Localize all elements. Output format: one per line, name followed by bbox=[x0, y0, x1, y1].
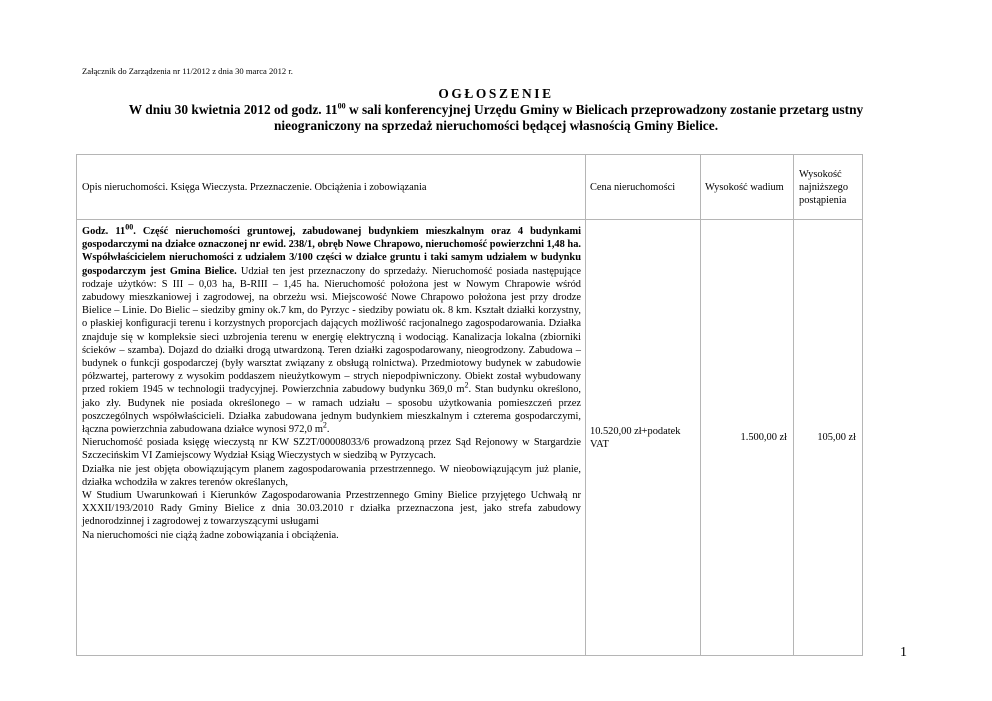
land-register-text: Nieruchomość posiada księgę wieczystą nr KW SZ2T/00008033/6 prowadzoną przez Sąd Rejonowy w Stargardzie Szczecińskim VI Zamiejscowy Wydział Ksiąg Wieczystych w siedzibą w Pyrzycach. bbox=[82, 437, 581, 462]
page-number: 1 bbox=[900, 645, 907, 660]
attachment-note: Załącznik do Zarządzenia nr 11/2012 z dnia 30 marca 2012 r. bbox=[82, 66, 293, 76]
property-description bbox=[77, 220, 586, 656]
column-header-price: Cena nieruchomości bbox=[586, 155, 701, 220]
property-price: 10.520,00 zł+podatek VAT bbox=[586, 220, 701, 656]
min-increment-amount: 105,00 zł bbox=[794, 220, 863, 656]
announcement-line-2: nieograniczony na sprzedaż nieruchomości będącej własnością Gminy Bielice. bbox=[273, 118, 719, 133]
description-bold-text: . Część nieruchomości gruntowej, zabudowanej budynkiem mieszkalnym oraz 4 budynkami gospodarczymi na działce oznaczonej nr ewid. 238/1, obręb Nowe Chrapowo, nieruchomość powierzchni 1,48 ha. Współwłaścicielem nieruchomości z udziałem 3/100 części w działce gruntu i taki samym udziałem w budynku gospodarczym jest Gmina Bielice. bbox=[82, 226, 581, 277]
announcement-line-1-sup: 00 bbox=[337, 101, 346, 111]
description-text-1: Udział ten jest przeznaczony do sprzedaży. Nieruchomość posiada następujące rodzaje użytków: S III – 0,03 ha, B-RIII – 1,45 ha. Nieruchomość położona jest w Nowym Chrapowie wśród zabudowy mieszkaniowej i zagrodowej, na obrzeżu wsi. Miejscowość Nowe Chrapowo położona jest przy drodze Bielice – Linie. Do Bielic – siedziby gminy ok.7 km, do Pyrzyc - siedziby powiatu ok. 8 km. Kształt działki korzystny, o płaskiej konfiguracji terenu i korzystnych proporcjach dających możliwość racjonalnego zagospodarowania. Działka znajduje się w kompleksie sieci uzbrojenia terenu w energię elektryczną i wodociąg. Kanalizacja lokalna (zbiorniki ścieków – szamba). Dojazd do działki drogą utwardzoną. Teren działki zagospodarowany, nieogrodzony. Zabudowa – budynek o funkcji gospodarczej (były warsztat związany z obsługą rolnictwa). Przedmiotowy budynek w zabudowie półzwartej, parterowy z wysokim poddaszem nieużytkowym – strych niepodpiwniczony. Obiekt został wybudowany przed rokiem 1945 w technologii tradycyjnej. Powierzchnia zabudowy budynku 369,0 m bbox=[82, 265, 582, 396]
unit-sup-2: 2 bbox=[322, 420, 327, 430]
zoning-plan-text: Działka nie jest objęta obowiązującym planem zagospodarowania przestrzennego. W nieobowiązującym już planie, działka wchodziła w zakres terenów określanych, bbox=[82, 463, 581, 488]
description-paragraph bbox=[82, 222, 582, 436]
unit-sup-1: 2 bbox=[464, 380, 469, 390]
time-label: Godz. 11 bbox=[82, 226, 126, 237]
property-table bbox=[76, 154, 863, 656]
description-text-2: . Stan budynku określono, jako zły. Budynek nie posiada określonego – w ramach udziału – sposobu użytkowania pomieszczeń przez poszczególnych współwłaścicieli. Działka zabudowana jednym budynkiem mieszkalnym i czterema gospodarczymi, łączna powierzchnia zabudowana działce wynosi 972,0 m bbox=[82, 384, 581, 436]
obligations-text: Na nieruchomości nie ciążą żadne zobowiązania i obciążenia. bbox=[82, 529, 339, 541]
announcement-title: OGŁOSZENIE bbox=[438, 86, 554, 101]
column-header-min-increment: Wysokość najniższego postąpienia bbox=[794, 155, 863, 220]
table-row bbox=[77, 220, 863, 656]
time-sup: 00 bbox=[125, 222, 134, 232]
announcement-line-1-end: w sali konferencyjnej Urzędu Gminy w Bielicach przeprowadzony zostanie przetarg ustny bbox=[345, 102, 864, 117]
column-header-deposit: Wysokość wadium bbox=[701, 155, 794, 220]
column-header-description: Opis nieruchomości. Księga Wieczysta. Przeznaczenie. Obciążenia i zobowiązania bbox=[77, 155, 586, 220]
study-text: W Studium Uwarunkowań i Kierunków Zagospodarowania Przestrzennego Gminy Bielice przyjętego Uchwałą nr XXXII/193/2010 Rady Gminy Bielice z dnia 30.03.2010 r działka przeznaczona jest, jako strefa zabudowy jednorodzinnej i zagrodowej z towarzyszącymi usługami bbox=[82, 490, 581, 528]
announcement-header bbox=[70, 86, 922, 134]
deposit-amount: 1.500,00 zł bbox=[701, 220, 794, 656]
description-text-3: . bbox=[326, 424, 330, 436]
announcement-line-1 bbox=[70, 102, 922, 118]
announcement-line-1-start: W dniu 30 kwietnia 2012 od godz. 11 bbox=[128, 102, 338, 117]
table-header-row bbox=[77, 155, 863, 220]
